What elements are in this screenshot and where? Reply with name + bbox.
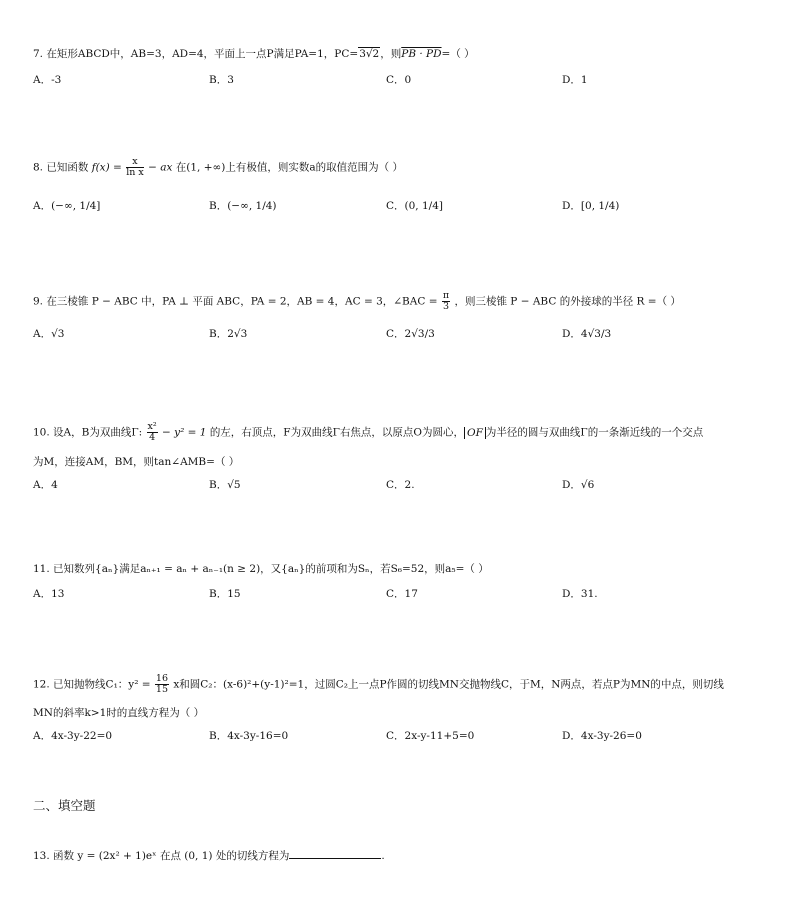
question-7 [33,47,475,61]
q12-stem-part2: x和圆C₂：(x-6)²+(y-1)²=1，过圆C₂上一点P作圆的切线MN交抛物线C，于M，N两点，若点P为MN的中点，则切线 [173,678,724,691]
q11-option-d[interactable]: D．31. [562,588,598,600]
q10-stem-part2: 的左，右顶点，F为双曲线Γ右焦点，以原点O为圆心， [209,426,464,439]
q12-fraction [155,674,169,695]
q8-stem-part1: 8. 已知函数 [33,161,89,174]
q10-option-b[interactable]: B．√5 [209,479,241,491]
q7-stem-part2: ，则 [380,48,402,60]
question-11: 11. 已知数列{aₙ}满足aₙ₊₁ = aₙ + aₙ₋₁(n ≥ 2)，又{aₙ}的前项和为Sₙ，若S₆=52，则a₅=（ ） [33,563,489,575]
q8-fraction [126,157,144,178]
q9-angle-fraction [442,291,450,312]
section-heading: 二、填空题 [33,798,96,813]
q7-option-b[interactable]: B．3 [209,74,234,86]
q11-option-c[interactable]: C．17 [386,588,418,600]
q10-stem-line2: 为M，连接AM，BM，则tan∠AMB=（ ） [33,456,240,468]
question-8 [33,157,403,178]
q8-option-b[interactable]: B．(−∞, 1/4) [209,200,277,212]
q10-option-d[interactable]: D．√6 [562,479,595,491]
q11-option-a[interactable]: A．13 [33,588,65,600]
q8-option-a[interactable]: A．(−∞, 1/4] [33,200,101,212]
q8-frac-num: x [126,157,144,168]
q9-option-d[interactable]: D．4√3/3 [562,328,612,340]
q9-angle-num: π [442,290,450,301]
q8-option-d[interactable]: D．[0, 1/4) [562,200,620,212]
q8-tail: − ax [148,161,173,174]
q10-option-a[interactable]: A．4 [33,479,58,491]
q12-stem-line2: MN的斜率k>1时的直线方程为（ ） [33,707,205,719]
q12-frac-den: 15 [155,684,168,695]
q7-option-c[interactable]: C．0 [386,74,412,86]
q7-option-a[interactable]: A．-3 [33,74,62,86]
question-9 [33,291,681,312]
q13-answer-blank[interactable] [289,848,381,859]
q10-stem-part1: 10. 设A，B为双曲线Γ: [33,426,143,439]
question-12 [33,674,724,695]
q7-option-d[interactable]: D．1 [562,74,588,86]
q10-of-abs: OF [464,427,486,439]
q7-stem-part1: 7. 在矩形ABCD中，AB=3，AD=4，平面上一点P满足PA=1，PC= [33,48,359,60]
q12-option-a[interactable]: A．4x-3y-22=0 [33,730,113,742]
q8-option-c[interactable]: C．(0, 1/4] [386,200,443,212]
q7-stem-part3: =（ ） [441,48,475,60]
q10-equation: − y² = 1 [162,426,207,439]
q10-frac-den: 4 [149,432,156,443]
q8-function-name: f(x) = [91,161,122,174]
q12-option-d[interactable]: D．4x-3y-26=0 [562,730,642,742]
q7-vector-product: PB · PD [401,48,442,60]
q12-stem-part1: 12. 已知抛物线C₁：y² = [33,678,151,691]
q9-stem-part2: ，则三棱锥 P − ABC 的外接球的半径 R =（ ） [454,295,681,308]
q12-option-b[interactable]: B．4x-3y-16=0 [209,730,289,742]
q10-frac-num: x² [147,421,157,432]
question-13 [33,848,385,863]
q13-stem: 13. 函数 y = (2x² + 1)eˣ 在点 (0, 1) 处的切线方程为 [33,850,290,862]
q12-option-c[interactable]: C．2x-y-11+5=0 [386,730,475,742]
q9-option-a[interactable]: A．√3 [33,328,65,340]
q10-stem-part3: 为半径的圆与双曲线Γ的一条渐近线的一个交点 [485,426,704,439]
question-10 [33,422,703,443]
q10-fraction [147,422,158,443]
q9-option-c[interactable]: C．2√3/3 [386,328,435,340]
q10-option-c[interactable]: C．2. [386,479,415,491]
q13-stem-end: . [381,850,385,862]
q8-stem-part2: 在(1, +∞)上有极值，则实数a的取值范围为（ ） [175,161,403,174]
q9-angle-den: 3 [442,301,450,312]
q12-frac-num: 16 [155,673,168,684]
q9-stem-part1: 9. 在三棱锥 P − ABC 中，PA ⊥ 平面 ABC，PA = 2，AB = 4，AC = 3，∠BAC = [33,295,438,308]
q9-option-b[interactable]: B．2√3 [209,328,248,340]
q11-option-b[interactable]: B．15 [209,588,241,600]
q8-frac-den: ln x [126,167,144,178]
q7-radical: 3√2 [359,48,380,60]
